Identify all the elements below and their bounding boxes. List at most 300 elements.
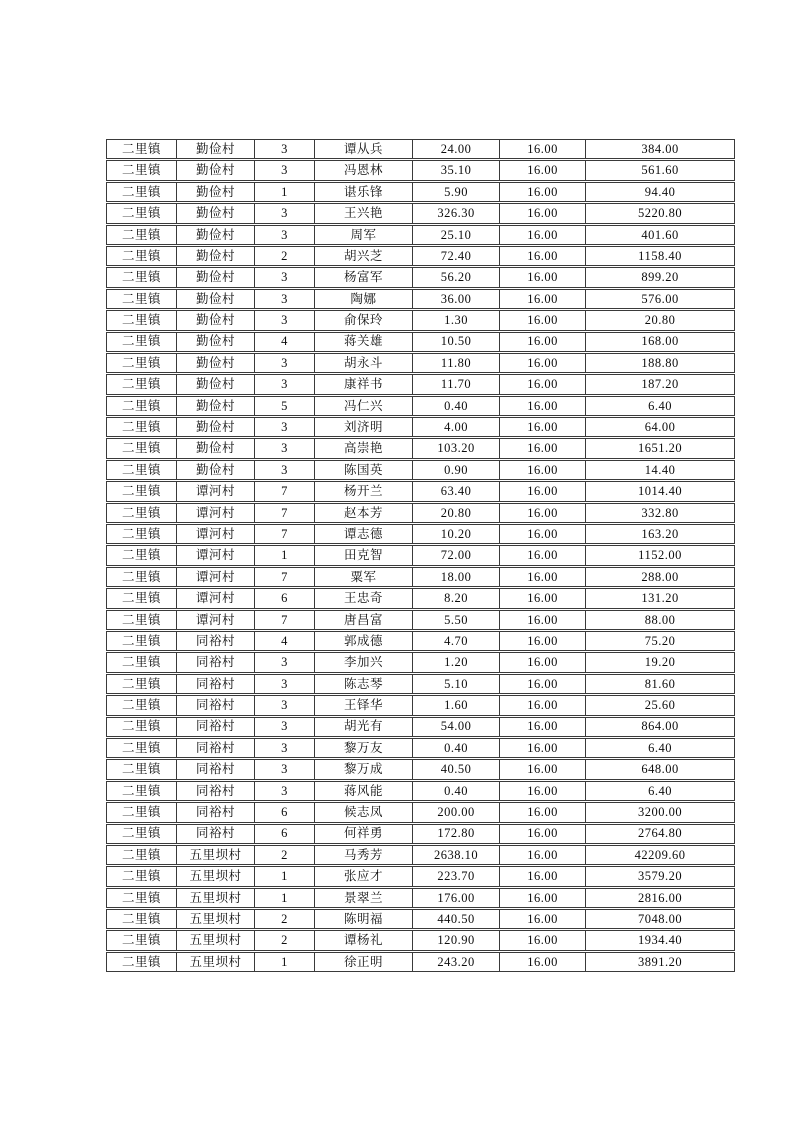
cell-unit-price: 16.00 [499,482,585,500]
table-row [106,567,735,587]
table-row [106,396,735,416]
cell-group-number: 3 [254,675,314,693]
cell-name: 杨开兰 [314,482,412,500]
cell-unit-price: 16.00 [499,375,585,393]
cell-town: 二里镇 [121,719,161,734]
cell-quantity: 326.30 [412,204,499,222]
cell-village: 勤俭村 [176,461,254,479]
table-row [106,781,735,801]
cell-quantity: 63.40 [412,482,499,500]
cell-town: 二里镇 [121,141,161,156]
cell-town: 二里镇 [121,890,161,905]
cell-town: 二里镇 [121,398,161,413]
cell-group-number: 3 [254,718,314,736]
cell-name: 冯仁兴 [314,397,412,415]
cell-amount: 7048.00 [585,910,734,928]
cell-quantity: 72.00 [412,546,499,564]
table-row [106,246,735,266]
cell-town: 二里镇 [121,505,161,520]
cell-quantity: 176.00 [412,889,499,907]
cell-town: 二里镇 [121,441,161,456]
cell-village: 五里坝村 [176,867,254,885]
cell-quantity: 20.80 [412,504,499,522]
cell-town: 二里镇 [121,740,161,755]
cell-village: 同裕村 [176,825,254,843]
cell-group-number: 3 [254,739,314,757]
cell-group-number: 2 [254,846,314,864]
cell-name: 田克智 [314,546,412,564]
cell-quantity: 8.20 [412,589,499,607]
cell-village: 谭河村 [176,611,254,629]
cell-town: 二里镇 [121,377,161,392]
cell-quantity: 0.40 [412,397,499,415]
cell-group-number: 7 [254,525,314,543]
cell-amount: 1158.40 [585,247,734,265]
cell-amount: 384.00 [585,140,734,158]
cell-amount: 1934.40 [585,931,734,949]
cell-group-number: 1 [254,546,314,564]
cell-unit-price: 16.00 [499,953,585,971]
cell-town: 二里镇 [121,847,161,862]
cell-amount: 64.00 [585,418,734,436]
cell-group-number: 2 [254,247,314,265]
table-row [106,930,735,950]
cell-village: 勤俭村 [176,290,254,308]
cell-village: 同裕村 [176,782,254,800]
cell-village: 同裕村 [176,760,254,778]
cell-amount: 6.40 [585,397,734,415]
cell-name: 陈志琴 [314,675,412,693]
cell-unit-price: 16.00 [499,760,585,778]
cell-unit-price: 16.00 [499,226,585,244]
cell-amount: 401.60 [585,226,734,244]
cell-village: 同裕村 [176,696,254,714]
cell-name: 陶娜 [314,290,412,308]
cell-amount: 20.80 [585,311,734,329]
cell-quantity: 11.80 [412,354,499,372]
cell-group-number: 1 [254,889,314,907]
cell-group-number: 3 [254,140,314,158]
cell-town: 二里镇 [121,420,161,435]
cell-amount: 332.80 [585,504,734,522]
cell-unit-price: 16.00 [499,846,585,864]
cell-unit-price: 16.00 [499,290,585,308]
cell-quantity: 120.90 [412,931,499,949]
table-row [106,952,735,972]
cell-town: 二里镇 [121,291,161,306]
cell-group-number: 3 [254,418,314,436]
cell-town: 二里镇 [121,248,161,263]
cell-group-number: 3 [254,311,314,329]
cell-village: 勤俭村 [176,439,254,457]
cell-village: 勤俭村 [176,354,254,372]
cell-town: 二里镇 [121,355,161,370]
cell-town: 二里镇 [121,206,161,221]
table-row [106,374,735,394]
cell-village: 同裕村 [176,653,254,671]
cell-unit-price: 16.00 [499,333,585,351]
cell-quantity: 200.00 [412,803,499,821]
cell-village: 勤俭村 [176,161,254,179]
cell-amount: 14.40 [585,461,734,479]
cell-village: 谭河村 [176,589,254,607]
cell-quantity: 1.60 [412,696,499,714]
cell-group-number: 3 [254,439,314,457]
cell-unit-price: 16.00 [499,632,585,650]
cell-town: 二里镇 [121,612,161,627]
table-row [106,674,735,694]
cell-amount: 25.60 [585,696,734,714]
cell-unit-price: 16.00 [499,546,585,564]
cell-group-number: 3 [254,461,314,479]
cell-group-number: 3 [254,226,314,244]
cell-unit-price: 16.00 [499,931,585,949]
cell-town: 二里镇 [121,526,161,541]
cell-unit-price: 16.00 [499,782,585,800]
cell-town: 二里镇 [121,676,161,691]
cell-amount: 864.00 [585,718,734,736]
table-row [106,289,735,309]
cell-quantity: 440.50 [412,910,499,928]
cell-town: 二里镇 [121,912,161,926]
table-row [106,481,735,501]
table-row [106,631,735,651]
cell-name: 赵本芳 [314,504,412,522]
cell-group-number: 3 [254,760,314,778]
cell-unit-price: 16.00 [499,311,585,329]
cell-unit-price: 16.00 [499,204,585,222]
table-row [106,139,735,159]
cell-name: 唐昌富 [314,611,412,629]
cell-unit-price: 16.00 [499,247,585,265]
cell-group-number: 7 [254,504,314,522]
cell-quantity: 0.40 [412,782,499,800]
table-row [106,310,735,330]
cell-amount: 131.20 [585,589,734,607]
cell-group-number: 3 [254,782,314,800]
table-row [106,866,735,886]
cell-name: 杨富军 [314,268,412,286]
cell-village: 勤俭村 [176,183,254,201]
cell-quantity: 5.90 [412,183,499,201]
cell-amount: 187.20 [585,375,734,393]
cell-group-number: 4 [254,632,314,650]
table-row [106,845,735,865]
cell-group-number: 2 [254,910,314,928]
cell-town: 二里镇 [121,569,161,584]
cell-town: 二里镇 [121,334,161,349]
cell-quantity: 10.50 [412,333,499,351]
table-row [106,460,735,480]
cell-group-number: 3 [254,696,314,714]
cell-name: 徐正明 [314,953,412,971]
cell-amount: 163.20 [585,525,734,543]
cell-unit-price: 16.00 [499,611,585,629]
cell-name: 谭志德 [314,525,412,543]
cell-village: 勤俭村 [176,418,254,436]
cell-unit-price: 16.00 [499,525,585,543]
cell-quantity: 40.50 [412,760,499,778]
cell-group-number: 7 [254,482,314,500]
cell-unit-price: 16.00 [499,354,585,372]
cell-unit-price: 16.00 [499,696,585,714]
cell-unit-price: 16.00 [499,675,585,693]
cell-name: 谌乐锋 [314,183,412,201]
cell-town: 二里镇 [121,633,161,648]
table-row [106,717,735,737]
cell-quantity: 5.50 [412,611,499,629]
cell-town: 二里镇 [121,227,161,242]
payment-table [106,139,735,973]
cell-name: 胡光有 [314,718,412,736]
cell-village: 同裕村 [176,718,254,736]
cell-village: 勤俭村 [176,397,254,415]
cell-group-number: 3 [254,268,314,286]
cell-unit-price: 16.00 [499,739,585,757]
cell-name: 王铎华 [314,696,412,714]
cell-village: 五里坝村 [176,889,254,907]
cell-name: 高崇艳 [314,439,412,457]
cell-town: 二里镇 [121,869,161,884]
cell-village: 勤俭村 [176,311,254,329]
table-row [106,610,735,630]
cell-town: 二里镇 [121,163,161,178]
cell-unit-price: 16.00 [499,889,585,907]
cell-name: 冯恩林 [314,161,412,179]
cell-amount: 188.80 [585,354,734,372]
cell-amount: 1152.00 [585,546,734,564]
cell-name: 何祥勇 [314,825,412,843]
cell-village: 谭河村 [176,568,254,586]
cell-amount: 648.00 [585,760,734,778]
table-row [106,802,735,822]
cell-town: 二里镇 [121,313,161,328]
cell-name: 马秀芳 [314,846,412,864]
cell-unit-price: 16.00 [499,439,585,457]
table-row [106,203,735,223]
cell-amount: 1651.20 [585,439,734,457]
cell-quantity: 243.20 [412,953,499,971]
cell-village: 同裕村 [176,739,254,757]
table-row [106,332,735,352]
cell-name: 陈明福 [314,910,412,928]
cell-amount: 576.00 [585,290,734,308]
cell-quantity: 2638.10 [412,846,499,864]
cell-quantity: 4.00 [412,418,499,436]
table-row [106,503,735,523]
cell-quantity: 35.10 [412,161,499,179]
table-row [106,353,735,373]
cell-amount: 3200.00 [585,803,734,821]
cell-town: 二里镇 [121,954,161,969]
cell-amount: 75.20 [585,632,734,650]
table-row [106,909,735,929]
cell-town: 二里镇 [121,783,161,798]
cell-unit-price: 16.00 [499,568,585,586]
cell-quantity: 36.00 [412,290,499,308]
cell-village: 五里坝村 [176,953,254,971]
cell-amount: 561.60 [585,161,734,179]
cell-unit-price: 16.00 [499,418,585,436]
cell-group-number: 6 [254,825,314,843]
cell-town: 二里镇 [121,933,161,948]
cell-village: 勤俭村 [176,204,254,222]
cell-name: 胡兴芝 [314,247,412,265]
cell-village: 勤俭村 [176,268,254,286]
cell-group-number: 1 [254,183,314,201]
table-row [106,182,735,202]
cell-name: 刘济明 [314,418,412,436]
cell-quantity: 172.80 [412,825,499,843]
cell-name: 黎万成 [314,760,412,778]
cell-town: 二里镇 [121,826,161,841]
cell-group-number: 5 [254,397,314,415]
cell-village: 五里坝村 [176,846,254,864]
cell-name: 王忠奇 [314,589,412,607]
cell-name: 粟军 [314,568,412,586]
cell-name: 康祥书 [314,375,412,393]
cell-village: 五里坝村 [176,910,254,928]
cell-amount: 6.40 [585,739,734,757]
cell-quantity: 4.70 [412,632,499,650]
cell-town: 二里镇 [121,484,161,499]
cell-name: 候志凤 [314,803,412,821]
cell-village: 谭河村 [176,546,254,564]
cell-name: 胡永斗 [314,354,412,372]
cell-town: 二里镇 [121,762,161,777]
cell-unit-price: 16.00 [499,397,585,415]
cell-amount: 288.00 [585,568,734,586]
cell-amount: 81.60 [585,675,734,693]
cell-amount: 168.00 [585,333,734,351]
cell-group-number: 3 [254,653,314,671]
cell-quantity: 72.40 [412,247,499,265]
table-row [106,695,735,715]
cell-name: 谭杨礼 [314,931,412,949]
cell-village: 五里坝村 [176,931,254,949]
table-row [106,652,735,672]
cell-quantity: 1.30 [412,311,499,329]
cell-amount: 2764.80 [585,825,734,843]
cell-quantity: 0.40 [412,739,499,757]
cell-amount: 94.40 [585,183,734,201]
cell-village: 谭河村 [176,504,254,522]
cell-village: 同裕村 [176,632,254,650]
cell-name: 郭成德 [314,632,412,650]
cell-name: 景翠兰 [314,889,412,907]
cell-town: 二里镇 [121,462,161,477]
cell-group-number: 2 [254,931,314,949]
cell-unit-price: 16.00 [499,718,585,736]
cell-amount: 42209.60 [585,846,734,864]
cell-village: 勤俭村 [176,140,254,158]
cell-amount: 3579.20 [585,867,734,885]
cell-unit-price: 16.00 [499,589,585,607]
cell-group-number: 6 [254,589,314,607]
cell-name: 李加兴 [314,653,412,671]
cell-name: 蒋关雄 [314,333,412,351]
table-row [106,524,735,544]
cell-group-number: 3 [254,204,314,222]
table-row [106,438,735,458]
cell-quantity: 25.10 [412,226,499,244]
cell-village: 同裕村 [176,803,254,821]
cell-unit-price: 16.00 [499,140,585,158]
cell-name: 王兴艳 [314,204,412,222]
table-row [106,160,735,180]
cell-amount: 5220.80 [585,204,734,222]
cell-group-number: 7 [254,568,314,586]
cell-town: 二里镇 [121,805,161,820]
cell-amount: 2816.00 [585,889,734,907]
cell-amount: 3891.20 [585,953,734,971]
cell-quantity: 11.70 [412,375,499,393]
cell-group-number: 4 [254,333,314,351]
cell-unit-price: 16.00 [499,183,585,201]
cell-unit-price: 16.00 [499,653,585,671]
cell-group-number: 1 [254,953,314,971]
cell-name: 陈国英 [314,461,412,479]
cell-unit-price: 16.00 [499,268,585,286]
cell-amount: 88.00 [585,611,734,629]
cell-name: 谭从兵 [314,140,412,158]
cell-name: 黎万友 [314,739,412,757]
table-row [106,588,735,608]
cell-amount: 899.20 [585,268,734,286]
cell-quantity: 103.20 [412,439,499,457]
cell-amount: 1014.40 [585,482,734,500]
cell-quantity: 54.00 [412,718,499,736]
table-row [106,545,735,565]
cell-quantity: 24.00 [412,140,499,158]
table-row [106,824,735,844]
cell-village: 谭河村 [176,482,254,500]
table-row [106,225,735,245]
table-row [106,738,735,758]
cell-group-number: 7 [254,611,314,629]
cell-quantity: 56.20 [412,268,499,286]
cell-village: 同裕村 [176,675,254,693]
cell-village: 谭河村 [176,525,254,543]
cell-unit-price: 16.00 [499,461,585,479]
cell-town: 二里镇 [121,548,161,563]
table-row [106,417,735,437]
cell-group-number: 1 [254,867,314,885]
cell-town: 二里镇 [121,591,161,606]
cell-amount: 6.40 [585,782,734,800]
cell-town: 二里镇 [121,270,161,285]
cell-village: 勤俭村 [176,375,254,393]
table-row [106,267,735,287]
table-row [106,888,735,908]
cell-amount: 19.20 [585,653,734,671]
cell-quantity: 10.20 [412,525,499,543]
cell-quantity: 1.20 [412,653,499,671]
cell-unit-price: 16.00 [499,867,585,885]
cell-group-number: 3 [254,375,314,393]
cell-village: 勤俭村 [176,247,254,265]
cell-name: 蒋风能 [314,782,412,800]
cell-quantity: 18.00 [412,568,499,586]
cell-quantity: 223.70 [412,867,499,885]
cell-unit-price: 16.00 [499,504,585,522]
cell-town: 二里镇 [121,184,161,199]
cell-name: 张应才 [314,867,412,885]
cell-group-number: 3 [254,290,314,308]
cell-unit-price: 16.00 [499,825,585,843]
cell-village: 勤俭村 [176,333,254,351]
cell-quantity: 0.90 [412,461,499,479]
